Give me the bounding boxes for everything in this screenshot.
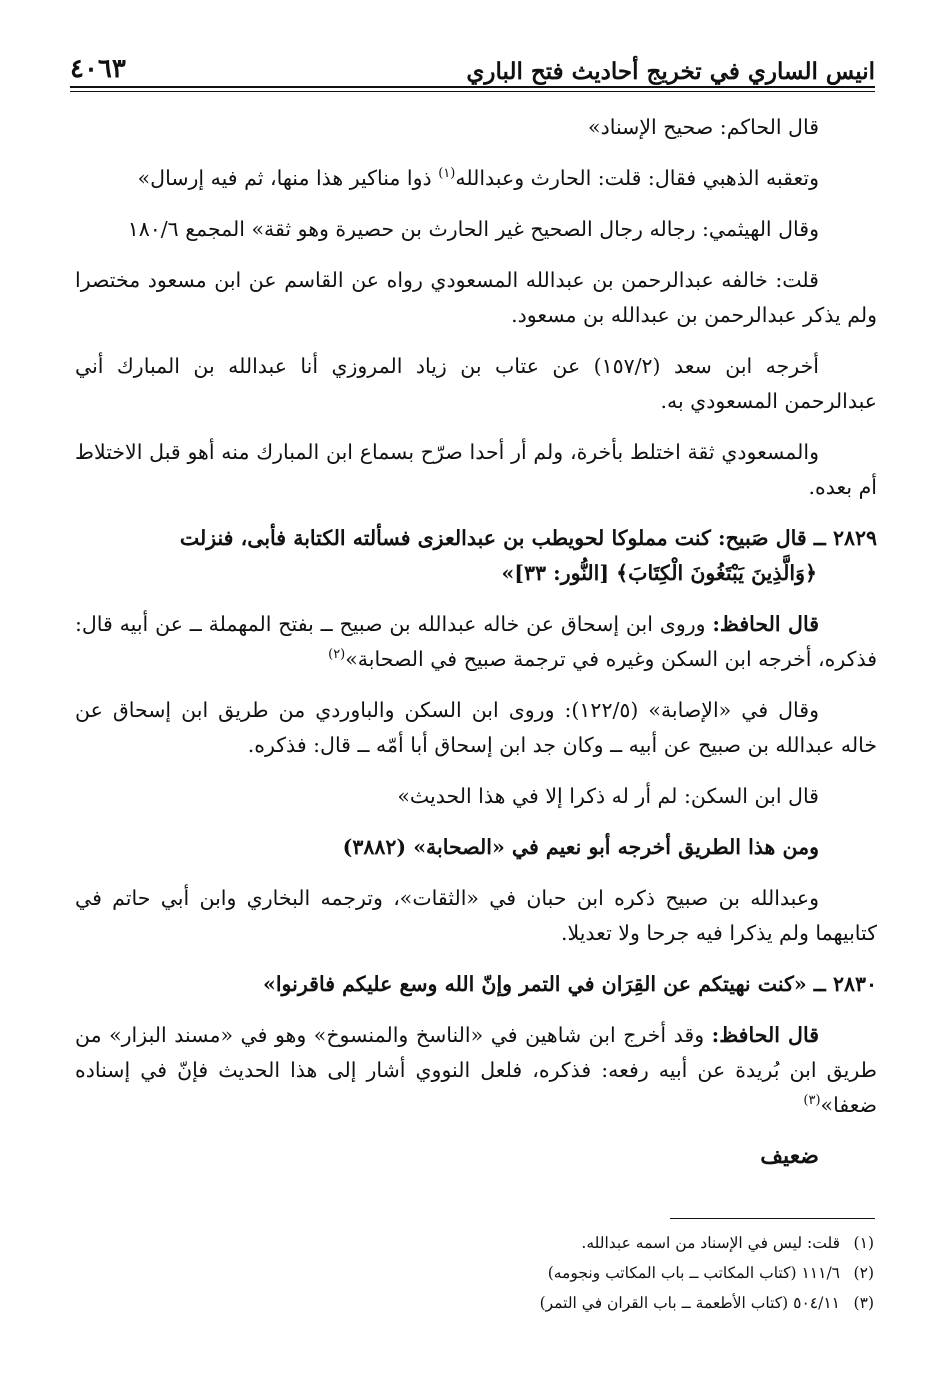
paragraph	[75, 881, 877, 951]
paragraph	[75, 349, 877, 419]
page-header	[70, 40, 875, 90]
grade-label	[75, 1139, 877, 1174]
footnote-text: قلت: ليس في الإسناد من اسمه عبدالله.	[581, 1234, 840, 1252]
paragraph-text: قال ابن السكن: لم أر له ذكرا إلا في هذا الحديث»	[397, 784, 819, 808]
paragraph	[75, 110, 877, 145]
grade-text: ضعيف	[760, 1143, 819, 1169]
paragraph	[75, 693, 877, 763]
hafiz-label: قال الحافظ:	[711, 1023, 819, 1047]
page-body	[75, 110, 877, 1190]
footnote-number: (٣)	[853, 1294, 874, 1312]
footnote	[540, 1258, 874, 1288]
hafiz-label: قال الحافظ:	[712, 612, 819, 636]
paragraph-text: وتعقبه الذهبي فقال: قلت: الحارث وعبدالله	[455, 166, 819, 190]
paragraph	[75, 263, 877, 333]
header-rule	[70, 86, 875, 88]
paragraph-text: أخرجه ابن سعد (١٥٧/٢) عن عتاب بن زياد المروزي أنا عبدالله بن المبارك أني عبدالرحمن المسعودي به.	[75, 354, 877, 413]
paragraph	[75, 1018, 877, 1123]
heading-text: ٢٨٢٩ ــ قال صَبيح: كنت مملوكا لحويطب بن عبدالعزى فسألته الكتابة فأبى، فنزلت	[179, 526, 877, 550]
paragraph-text: والمسعودي ثقة اختلط بأخرة، ولم أر أحدا صرّح بسماع ابن المبارك منه أهو قبل الاختلاط أم بعده.	[75, 440, 877, 499]
header-rule-thin	[70, 91, 875, 92]
footnote-number: (١)	[853, 1234, 874, 1252]
paragraph-text: قلت: خالفه عبدالرحمن بن عبدالله المسعودي رواه عن القاسم عن ابن مسعود مختصرا ولم يذكر عبدالرحمن بن عبدالله بن مسعود.	[75, 268, 877, 327]
paragraph-text: وقال الهيثمي: رجاله رجال الصحيح غير الحارث بن حصيرة وهو ثقة» المجمع ١٨٠/٦	[127, 217, 819, 241]
paragraph-text: وعبدالله بن صبيح ذكره ابن حبان في «الثقات»، وترجمه البخاري وابن أبي حاتم في كتابيهما ولم يذكرا فيه جرحا ولا تعديلا.	[75, 886, 877, 945]
paragraph	[75, 435, 877, 505]
paragraph	[75, 607, 877, 677]
paragraph-text: ذوا مناكير هذا منها، ثم فيه إرسال»	[137, 166, 439, 190]
footnotes	[540, 1228, 874, 1318]
quran-verse: ﴿وَالَّذِينَ يَبْتَغُونَ الْكِتَابَ﴾ [النُّور: ٣٣]»	[501, 561, 817, 585]
paragraph	[75, 830, 877, 865]
footnote-text: ١١١/٦ (كتاب المكاتب ــ باب المكاتب ونجومه)	[547, 1264, 840, 1282]
footnote-rule	[670, 1218, 875, 1219]
paragraph	[75, 161, 877, 196]
footnote-ref: (٢)	[328, 647, 346, 663]
paragraph	[75, 779, 877, 814]
footnote-number: (٢)	[853, 1264, 874, 1282]
footnote-ref: (٣)	[803, 1093, 821, 1109]
book-title: انيس الساري في تخريج أحاديث فتح الباري	[466, 58, 875, 85]
paragraph-text: قال الحاكم: صحيح الإسناد»	[588, 115, 819, 139]
hadith-heading-2830	[75, 967, 877, 1002]
paragraph-text: وقد أخرج ابن شاهين في «الناسخ والمنسوخ» وهو في «مسند البزار» من طريق ابن بُريدة عن أبيه رفعه: فذكره، فلعل النووي أشار إلى هذا الحديث فإنّ في إسناده ضعفا»	[75, 1023, 877, 1117]
paragraph-text: وروى ابن إسحاق عن خاله عبدالله بن صبيح ــ بفتح المهملة ــ عن أبيه قال: فذكره، أخرجه ابن السكن وغيره في ترجمة صبيح في الصحابة»	[75, 612, 877, 671]
page-number: ٤٠٦٣	[70, 54, 126, 84]
heading-text: ٢٨٣٠ ــ «كنت نهيتكم عن القِرَان في التمر وإنّ الله وسع عليكم فاقرنوا»	[263, 972, 877, 996]
hadith-heading-2829	[75, 521, 877, 591]
paragraph-text: وقال في «الإصابة» (١٢٢/٥): وروى ابن السكن والباوردي من طريق ابن إسحاق عن خاله عبدالله بن صبيح عن أبيه ــ وكان جد ابن إسحاق أبا أمّه ــ قال: فذكره.	[75, 698, 877, 757]
paragraph-text: ومن هذا الطريق أخرجه أبو نعيم في «الصحابة» (٣٨٨٢)	[342, 835, 819, 859]
paragraph	[75, 212, 877, 247]
footnote	[540, 1228, 874, 1258]
footnote-ref: (١)	[438, 166, 456, 182]
footnote-text: ٥٠٤/١١ (كتاب الأطعمة ــ باب القران في التمر)	[539, 1294, 840, 1312]
footnote	[540, 1288, 874, 1318]
